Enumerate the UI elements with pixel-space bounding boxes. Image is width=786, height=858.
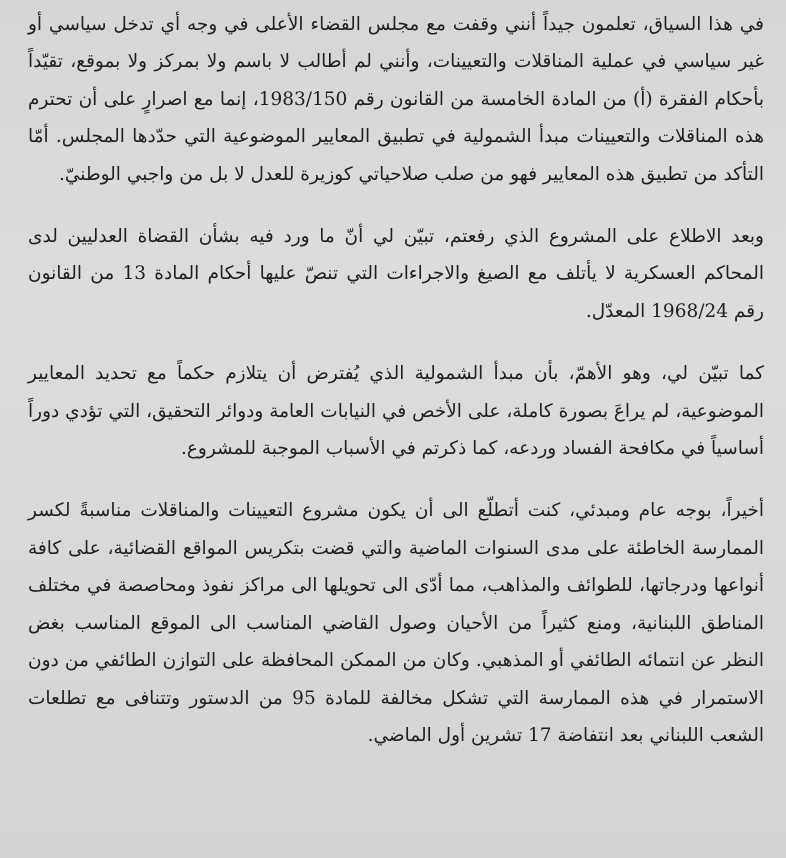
paragraph-gap <box>28 467 764 492</box>
paragraph-3: كما تبيّن لي، وهو الأهمّ، بأن مبدأ الشمولية الذي يُفترض أن يتلازم حكماً مع تحديد المعايير الموضوعية، لم يراعَ بصورة كاملة، على الأخص في النيابات العامة ودوائر التحقيق، التي تؤدي دوراً أساسياً في مكافحة الفساد وردعه، كما ذكرتم في الأسباب الموجبة للمشروع. <box>28 363 764 460</box>
paragraph-2: وبعد الاطلاع على المشروع الذي رفعتم، تبيّن لي أنّ ما ورد فيه بشأن القضاة العدليين لدى المحاكم العسكرية لا يأتلف مع الصيغ والاجراءات التي تنصّ عليها أحكام المادة 13 من القانون رقم 1968/24 المعدّل. <box>28 226 764 322</box>
paragraph-gap <box>28 330 764 355</box>
paragraph-4: أخيراً، بوجه عام ومبدئي، كنت أتطلّع الى أن يكون مشروع التعيينات والمناقلات مناسبةً لكسر الممارسة الخاطئة على مدى السنوات الماضية والتي قضت بتكريس المواقع القضائية، على كافة أنواعها ودرجاتها، للطوائف والمذاهب، مما أدّى الى تحويلها الى مراكز نفوذ ومحاصصة في مختلف المناطق اللبنانية، ومنع كثيراً من الأحيان وصول القاضي المناسب الى الموقع المناسب بغض النظر عن انتمائه الطائفي أو المذهبي. وكان من الممكن المحافظة على التوازن الطائفي من دون الاستمرار في هذه الممارسة التي تشكل مخالفة للمادة 95 من الدستور وتتنافى مع تطلعات الشعب اللبناني بعد انتفاضة 17 تشرين أول الماضي. <box>28 500 764 746</box>
paragraph-gap <box>28 193 764 218</box>
paragraph-1: في هذا السياق، تعلمون جيداً أنني وقفت مع مجلس القضاء الأعلى في وجه أي تدخل سياسي أو غير سياسي في عملية المناقلات والتعيينات، وأنني لم أطالب لا باسم ولا بمركز ولا بموقع، تقيّداً بأحكام الفقرة (أ) من المادة الخامسة من القانون رقم 1983/150، إنما مع اصرارٍ على أن تحترم هذه المناقلات والتعيينات مبدأ الشمولية في تطبيق المعايير الموضوعية التي حدّدها المجلس. أمّا التأكد من تطبيق هذه المعايير فهو من صلب صلاحياتي كوزيرة للعدل لا بل من واجبي الوطنيّ. <box>28 14 765 185</box>
